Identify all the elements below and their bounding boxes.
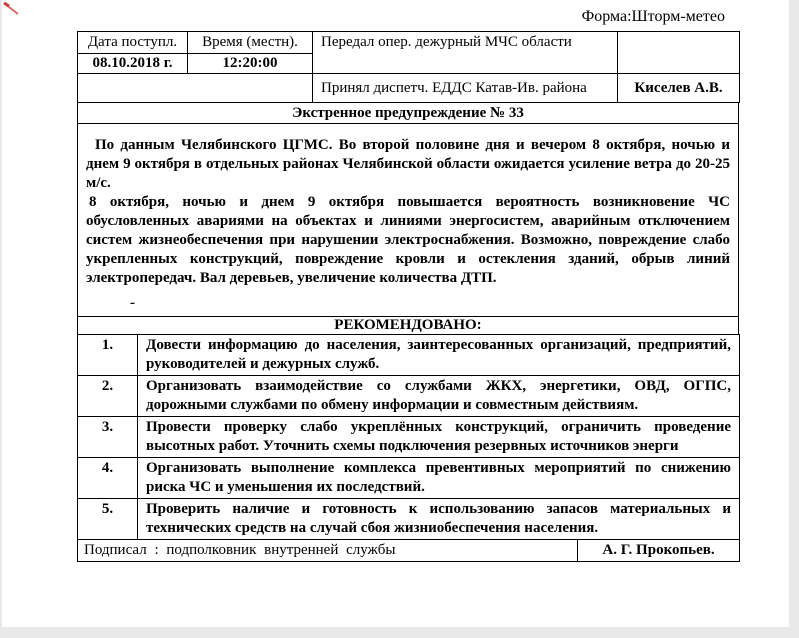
recommendation-text: Довести информацию до населения, заинтересованных организаций, предприятий, руководителей и дежурных служб.	[138, 335, 740, 376]
form-type-label: Форма:Шторм-метео	[581, 8, 725, 25]
recommendations-heading-table	[77, 316, 739, 335]
recommendation-number: 1.	[78, 335, 138, 376]
body-table	[77, 123, 739, 317]
received-by-row	[78, 74, 740, 103]
title-table	[77, 102, 739, 124]
recommendation-text: Организовать выполнение комплекса превентивных мероприятий по снижению риска ЧС и уменьшения их последствий.	[138, 458, 740, 499]
recommendations-table	[77, 334, 740, 540]
warning-paragraph-1: По данным Челябинского ЦГМС. Во второй половине дня и вечером 8 октября, ночью и днем 9 октября в отдельных районах Челябинской области ожидается усиление ветра до 20-25 м/с.	[86, 137, 730, 191]
recommendation-number: 3.	[78, 417, 138, 458]
signed-by-label: Подписал : подполковник внутренней службы	[78, 540, 578, 562]
empty-cell	[78, 74, 313, 103]
recommendation-number: 4.	[78, 458, 138, 499]
recommendation-row	[78, 335, 740, 376]
red-pen-mark-icon	[3, 1, 23, 19]
warning-text-cell	[78, 124, 739, 317]
recommendation-row	[78, 458, 740, 499]
recommendation-row	[78, 376, 740, 417]
header-labels-row	[78, 32, 740, 54]
date-received-label: Дата поступл.	[78, 32, 188, 54]
recommendation-row	[78, 417, 740, 458]
recommendation-number: 5.	[78, 499, 138, 540]
transmitted-by-label: Передал опер. дежурный МЧС области	[313, 32, 618, 74]
recommendation-text: Проверить наличие и готовность к использованию запасов материальных и технических средств на случай сбоя жизниобеспечения населения.	[138, 499, 740, 540]
date-received-value: 08.10.2018 г.	[78, 54, 188, 74]
signature-table	[77, 539, 740, 562]
document-page	[2, 0, 789, 627]
transmitted-by-value-empty	[618, 32, 740, 74]
time-local-label: Время (местн).	[188, 32, 313, 54]
title-row	[78, 103, 739, 124]
header-table	[77, 31, 740, 103]
recommendation-row	[78, 499, 740, 540]
recommendation-number: 2.	[78, 376, 138, 417]
recommendation-text: Организовать взаимодействие со службами ЖКХ, энергетики, ОВД, ОГПС, дорожными службами по обмену информации и совместным действиям.	[138, 376, 740, 417]
signature-row	[78, 540, 740, 562]
recommendation-text: Провести проверку слабо укреплённых конструкций, ограничить проведение высотных работ. Уточнить схемы подключения резервных источников энерги	[138, 417, 740, 458]
received-by-name: Киселев А.В.	[618, 74, 740, 103]
time-local-value: 12:20:00	[188, 54, 313, 74]
body-row	[78, 124, 739, 317]
received-by-label: Принял диспетч. ЕДДС Катав-Ив. района	[313, 74, 618, 103]
storm-warning-document	[77, 31, 739, 562]
document-title: Экстренное предупреждение № 33	[78, 103, 739, 124]
signed-by-name: А. Г. Прокопьев.	[578, 540, 740, 562]
recommendations-heading-row	[78, 317, 739, 335]
recommendations-heading: РЕКОМЕНДОВАНО:	[78, 317, 739, 335]
warning-paragraph-2: 8 октября, ночью и днем 9 октября повышается вероятность возникновение ЧС обусловленных авариями на объектах и линиями энергосистем, аварийным отключением систем жизнеобеспечения при нарушении электроснабжения. Возможно, повреждение слабо укрепленных конструкций, повреждение кровли и остекления зданий, обрыв линий электропередач. Вал деревьев, увеличение количества ДТП.	[86, 194, 730, 286]
trailing-dash: -	[130, 295, 135, 311]
